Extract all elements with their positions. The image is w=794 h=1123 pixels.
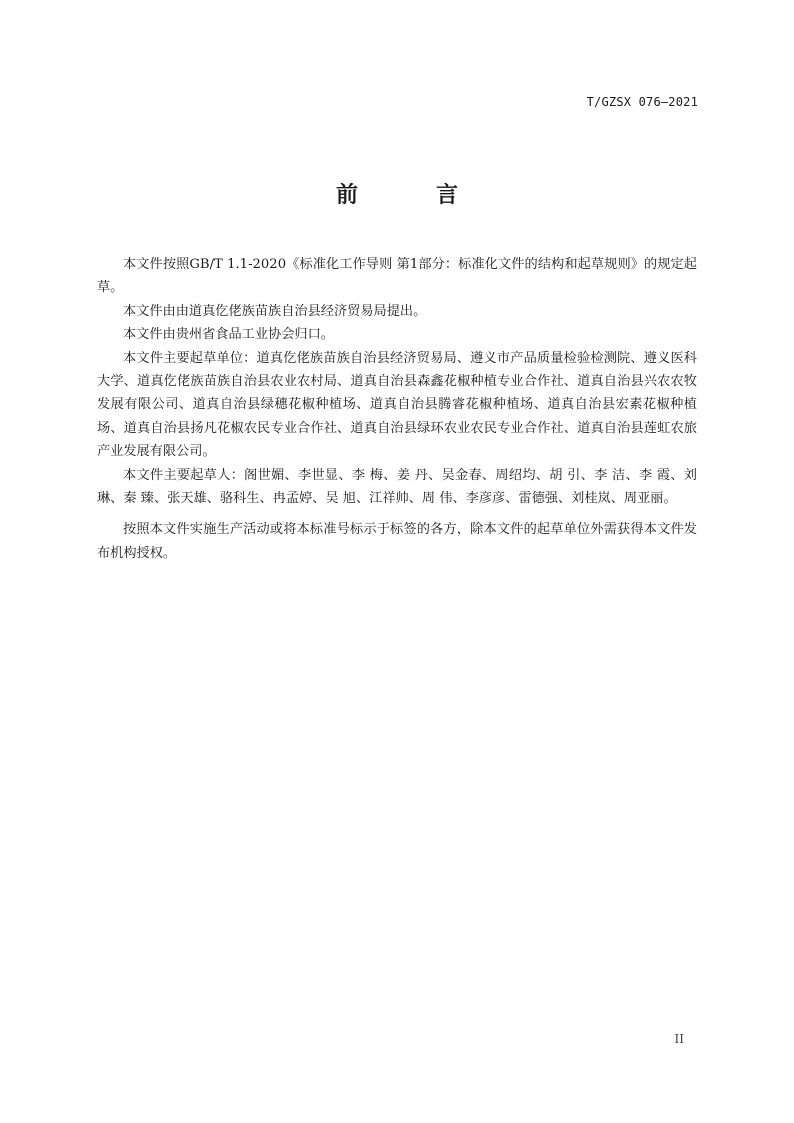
paragraph-drafting-units: 本文件主要起草单位：道真仡佬族苗族自治县经济贸易局、遵义市产品质量检验检测院、遵义医科大学、道真仡佬族苗族自治县农业农村局、道真自治县森鑫花椒种植专业合作社、道真自治县兴农农牧发展有限公司、道真自治县绿穗花椒种植场、道真自治县腾睿花椒种植场、道真自治县宏素花椒种植场、道真自治县扬凡花椒农民专业合作社、道真自治县绿环农业农民专业合作社、道真自治县莲虹农旅产业发展有限公司。 <box>97 350 697 460</box>
page-number: II <box>674 1032 684 1046</box>
paragraph-drafting-rules: 本文件按照GB/T 1.1-2020《标准化工作导则 第1部分：标准化文件的结构和起草规则》的规定起草。 <box>97 257 697 296</box>
foreword-body <box>97 253 697 565</box>
paragraph-centralized-by: 本文件由贵州省食品工业协会归口。 <box>123 327 334 343</box>
page-title: 前 言 <box>335 183 486 208</box>
paragraph-proposed-by: 本文件由由道真仡佬族苗族自治县经济贸易局提出。 <box>123 303 427 319</box>
paragraph-authorization: 按照本文件实施生产活动或将本标准号标示于标签的各方，除本文件的起草单位外需获得本文件发布机构授权。 <box>97 522 697 561</box>
paragraph-drafters: 本文件主要起草人：阁世媚、李世显、李 梅、姜 丹、吴金春、周绍均、胡 引、李 洁、李 霞、刘 琳、秦 臻、张天雄、骆科生、冉孟婷、吴 旭、江祥帅、周 伟、李彦彦、雷德强、刘桂岚、周亚丽。 <box>97 467 697 507</box>
document-code: T/GZSX 076—2021 <box>586 95 698 109</box>
